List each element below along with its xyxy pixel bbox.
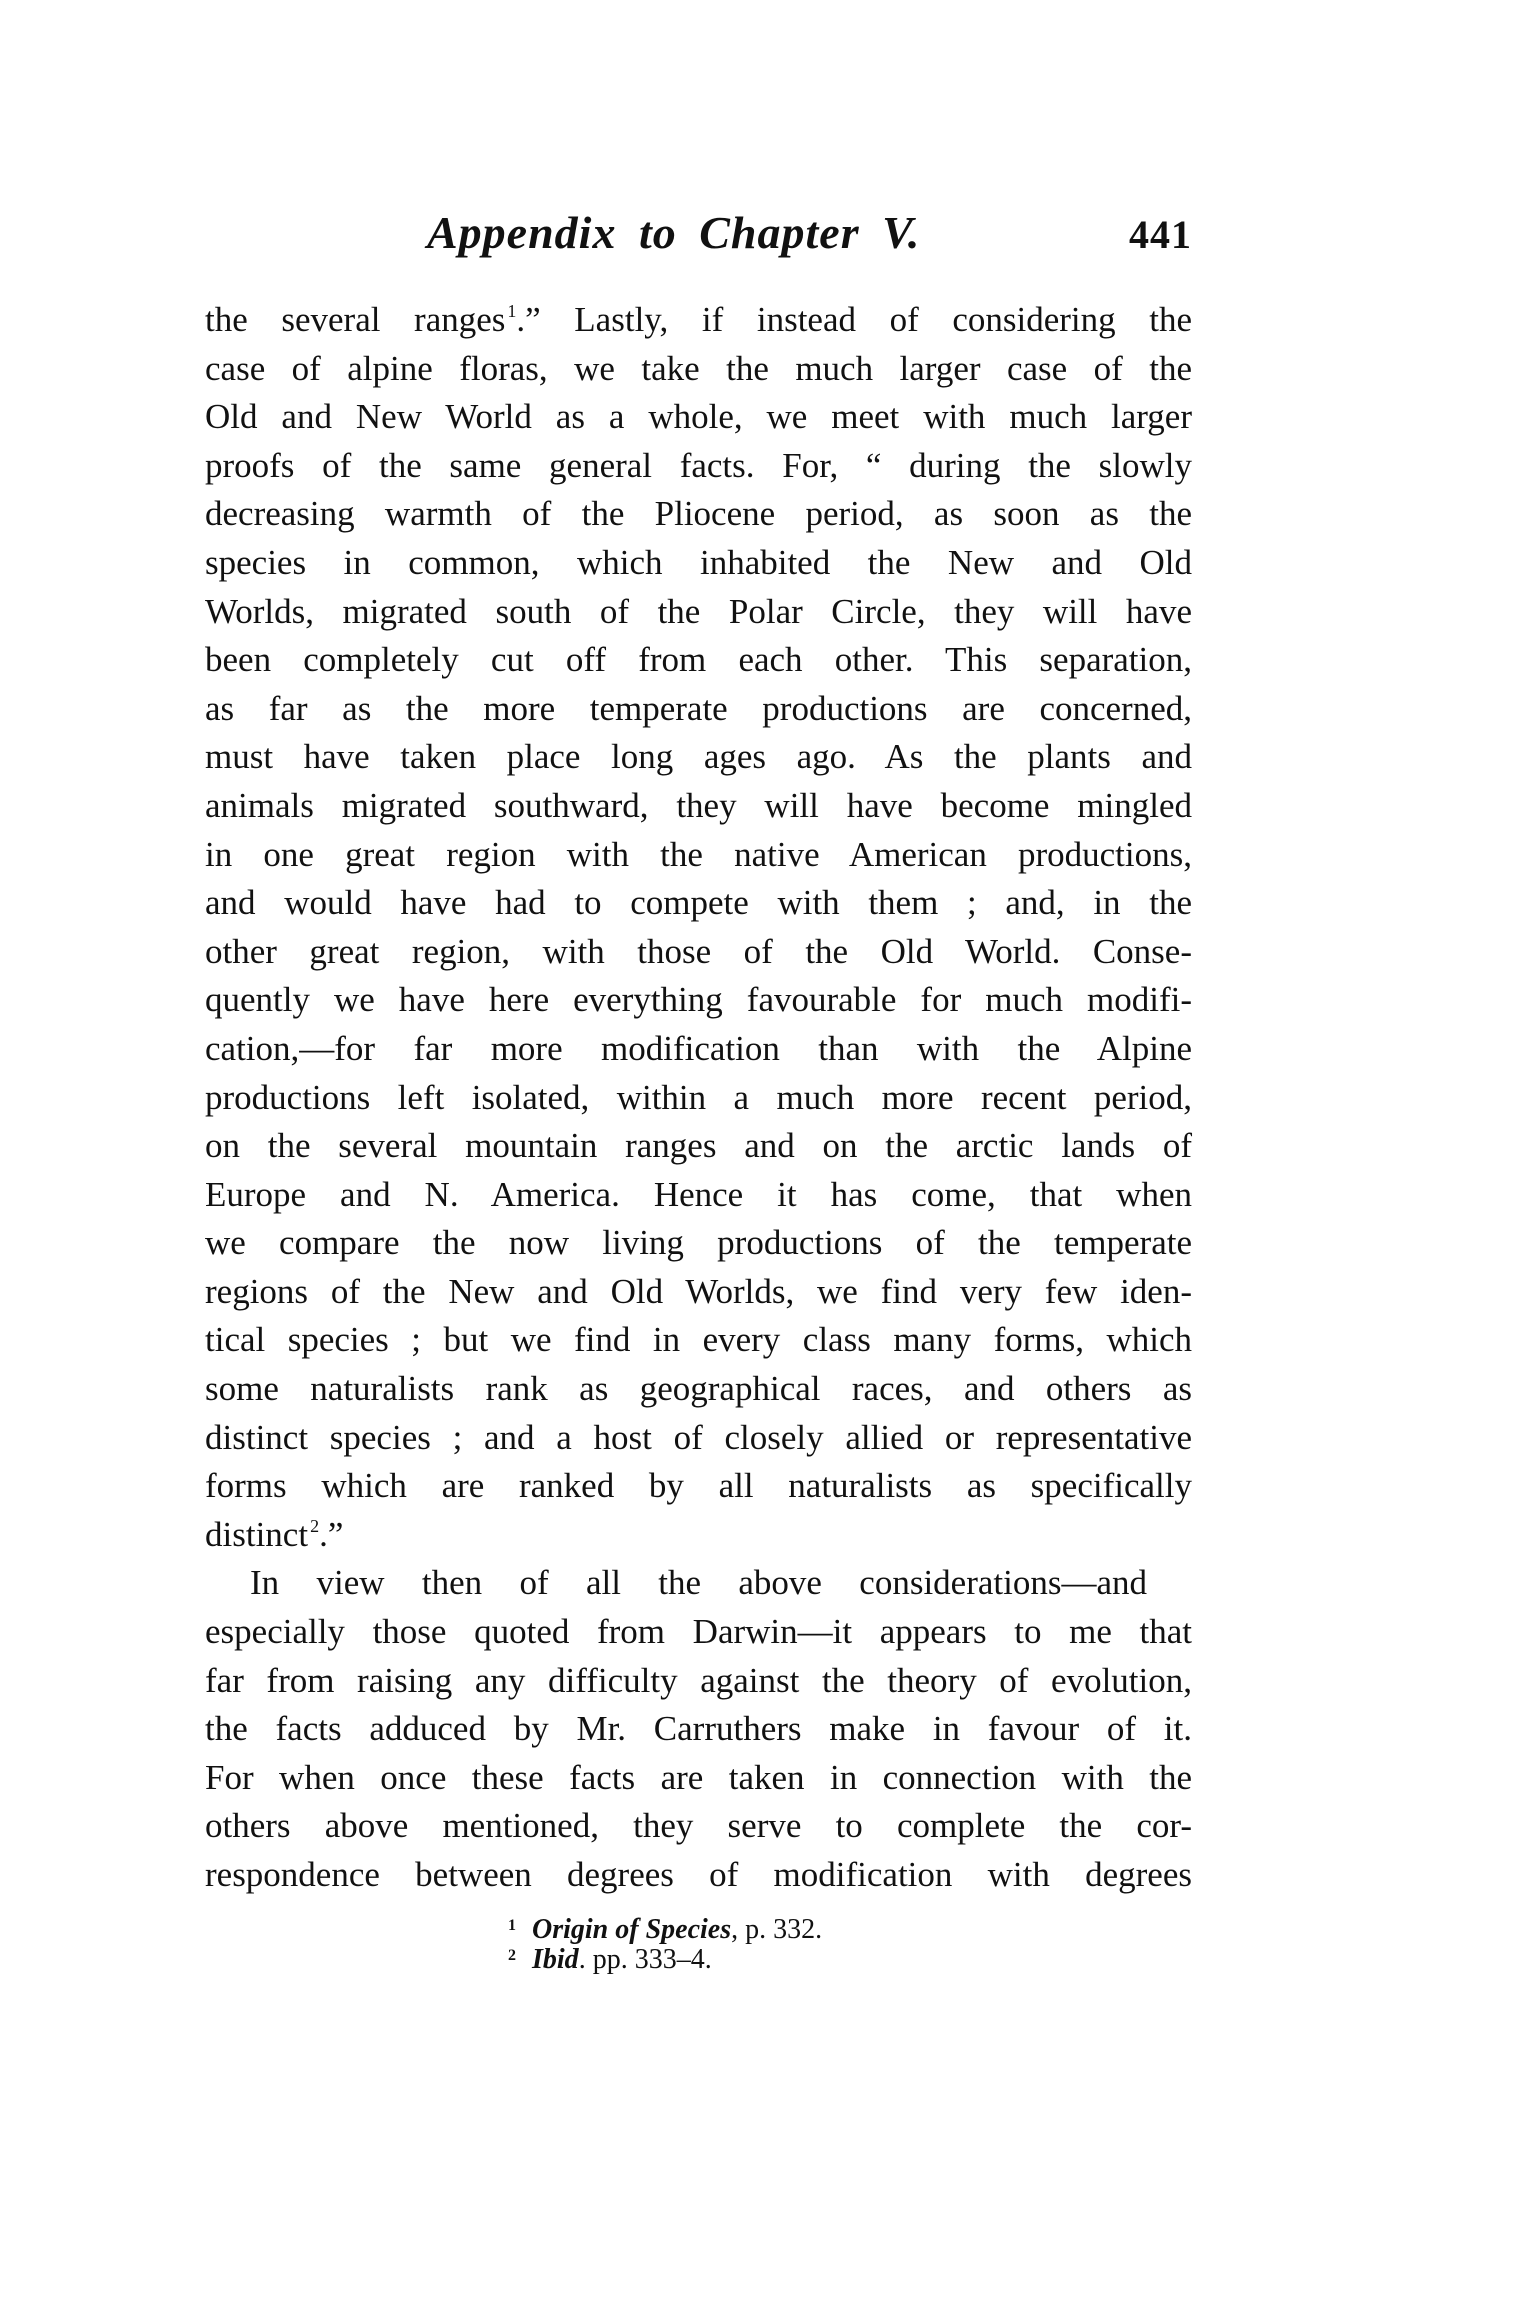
text-line-content bbox=[205, 1365, 1192, 1414]
line-text: distinct species ; and a host of closely allied or representative bbox=[205, 1417, 1192, 1457]
line-text: animals migrated southward, they will have become mingled bbox=[205, 785, 1192, 825]
text-line bbox=[205, 1802, 1192, 1851]
line-text: For when once these facts are taken in connection with the bbox=[205, 1757, 1192, 1797]
text-line-content bbox=[205, 928, 1192, 977]
text-line bbox=[205, 442, 1192, 491]
text-line bbox=[205, 1365, 1192, 1414]
line-text: some naturalists rank as geographical races, and others as bbox=[205, 1369, 1192, 1409]
line-text: as far as the more temperate productions are concerned, bbox=[205, 688, 1192, 728]
text-line-content bbox=[205, 1414, 1192, 1463]
text-line bbox=[205, 831, 1192, 880]
text-line bbox=[205, 1025, 1192, 1074]
text-line-content bbox=[205, 1802, 1192, 1851]
text-line-content bbox=[205, 685, 1192, 734]
line-text: other great region, with those of the Old World. Conse- bbox=[205, 931, 1192, 971]
text-line bbox=[205, 928, 1192, 977]
line-text: Europe and N. America. Hence it has come, that when bbox=[205, 1174, 1192, 1214]
text-line-content bbox=[205, 1122, 1192, 1171]
text-line bbox=[205, 1219, 1192, 1268]
text-line bbox=[205, 782, 1192, 831]
footnote bbox=[508, 1945, 822, 1975]
footnote-title: Ibid bbox=[532, 1944, 579, 1975]
text-line bbox=[205, 1171, 1192, 1220]
text-line-content bbox=[205, 588, 1192, 637]
text-line-content bbox=[205, 1657, 1192, 1706]
text-line bbox=[205, 1559, 1192, 1608]
text-line bbox=[205, 1608, 1192, 1657]
text-line bbox=[205, 1754, 1192, 1803]
text-line-content bbox=[250, 1559, 1147, 1608]
text-line-content bbox=[205, 782, 1192, 831]
text-line bbox=[205, 685, 1192, 734]
line-text: others above mentioned, they serve to complete the cor- bbox=[205, 1806, 1192, 1846]
line-text: must have taken place long ages ago. As the plants and bbox=[205, 737, 1192, 777]
line-text: distinct bbox=[205, 1514, 309, 1554]
text-line-content bbox=[205, 296, 1192, 345]
text-line bbox=[205, 733, 1192, 782]
text-line bbox=[205, 539, 1192, 588]
footnote-reference[interactable]: 1 bbox=[507, 301, 517, 321]
text-line bbox=[205, 296, 1192, 345]
footnote-marker: 1 bbox=[508, 1917, 516, 1934]
text-line bbox=[205, 1268, 1192, 1317]
text-line-content bbox=[205, 1462, 1192, 1511]
text-line-content bbox=[205, 442, 1192, 491]
body-text bbox=[205, 296, 1192, 1900]
text-line-content bbox=[205, 1074, 1192, 1123]
line-text: quently we have here everything favourable for much modifi- bbox=[205, 980, 1192, 1020]
footnote bbox=[508, 1915, 822, 1945]
text-line-content bbox=[205, 733, 1192, 782]
text-line-content bbox=[205, 831, 1192, 880]
running-title: Appendix to Chapter V. bbox=[427, 207, 921, 258]
text-line bbox=[205, 1414, 1192, 1463]
text-line bbox=[205, 1511, 1192, 1560]
line-text-after-ref: .” bbox=[319, 1514, 344, 1554]
text-line bbox=[205, 976, 1192, 1025]
line-text: far from raising any difficulty against the theory of evolution, bbox=[205, 1660, 1192, 1700]
text-line bbox=[205, 1074, 1192, 1123]
line-text: decreasing warmth of the Pliocene period, as soon as the bbox=[205, 494, 1192, 534]
text-line-content bbox=[205, 1171, 1192, 1220]
text-line-content bbox=[205, 879, 1192, 928]
line-text: productions left isolated, within a much more recent period, bbox=[205, 1077, 1192, 1117]
footnote-rest: . pp. 333–4. bbox=[578, 1944, 712, 1975]
text-line bbox=[205, 490, 1192, 539]
line-text: and would have had to compete with them ; and, in the bbox=[205, 883, 1192, 923]
text-line-content bbox=[205, 1025, 1192, 1074]
line-text: in one great region with the native American productions, bbox=[205, 834, 1192, 874]
text-line-content bbox=[205, 490, 1192, 539]
line-text: proofs of the same general facts. For, “ during the slowly bbox=[205, 445, 1192, 485]
line-text: regions of the New and Old Worlds, we find very few iden- bbox=[205, 1271, 1192, 1311]
line-text: Old and New World as a whole, we meet with much larger bbox=[205, 397, 1192, 437]
text-line bbox=[205, 1851, 1192, 1900]
text-line-content bbox=[205, 1316, 1192, 1365]
text-line bbox=[205, 588, 1192, 637]
line-text: cation,—for far more modification than with the Alpine bbox=[205, 1028, 1192, 1068]
text-line bbox=[205, 1462, 1192, 1511]
text-line-content bbox=[205, 345, 1192, 394]
text-line-content bbox=[205, 1851, 1192, 1900]
line-text: case of alpine floras, we take the much larger case of the bbox=[205, 348, 1192, 388]
footnote-title: Origin of Species bbox=[532, 1914, 732, 1945]
line-text-after-ref: .” Lastly, if instead of considering the bbox=[516, 300, 1192, 339]
text-line-content bbox=[205, 1754, 1192, 1803]
line-text: on the several mountain ranges and on the arctic lands of bbox=[205, 1126, 1192, 1166]
text-line-content bbox=[205, 976, 1192, 1025]
line-text: tical species ; but we find in every class many forms, which bbox=[205, 1320, 1192, 1360]
text-line bbox=[205, 636, 1192, 685]
line-text: the facts adduced by Mr. Carruthers make in favour of it. bbox=[205, 1709, 1192, 1749]
text-line bbox=[205, 1705, 1192, 1754]
text-line-content bbox=[205, 1219, 1192, 1268]
page-number: 441 bbox=[1129, 212, 1192, 257]
text-line bbox=[205, 1122, 1192, 1171]
text-line-content bbox=[205, 1608, 1192, 1657]
text-line-content bbox=[205, 1705, 1192, 1754]
text-line-content bbox=[205, 1268, 1192, 1317]
text-line bbox=[205, 1657, 1192, 1706]
text-line-content bbox=[205, 539, 1192, 588]
text-line bbox=[205, 345, 1192, 394]
running-head bbox=[427, 205, 1192, 260]
footnote-rest: , p. 332. bbox=[731, 1914, 823, 1945]
text-line bbox=[205, 393, 1192, 442]
line-text: we compare the now living productions of the temperate bbox=[205, 1223, 1192, 1263]
line-text: especially those quoted from Darwin—it appears to me that bbox=[205, 1612, 1192, 1652]
line-text: respondence between degrees of modification with degrees bbox=[205, 1855, 1192, 1894]
text-line-content bbox=[205, 393, 1192, 442]
text-line-content bbox=[205, 1511, 1192, 1560]
footnote-reference[interactable]: 2 bbox=[310, 1515, 320, 1536]
text-line-content bbox=[205, 636, 1192, 685]
text-line bbox=[205, 879, 1192, 928]
line-text: species in common, which inhabited the New and Old bbox=[205, 542, 1192, 582]
line-text: In view then of all the above considerations—and bbox=[250, 1563, 1147, 1603]
footnote-marker: 2 bbox=[508, 1947, 516, 1964]
line-text: been completely cut off from each other. This separation, bbox=[205, 640, 1192, 680]
line-text: forms which are ranked by all naturalists as specifically bbox=[205, 1466, 1192, 1506]
line-text: the several ranges bbox=[205, 300, 506, 339]
text-line bbox=[205, 1316, 1192, 1365]
line-text: Worlds, migrated south of the Polar Circle, they will have bbox=[205, 591, 1192, 631]
footnotes bbox=[508, 1915, 822, 1975]
